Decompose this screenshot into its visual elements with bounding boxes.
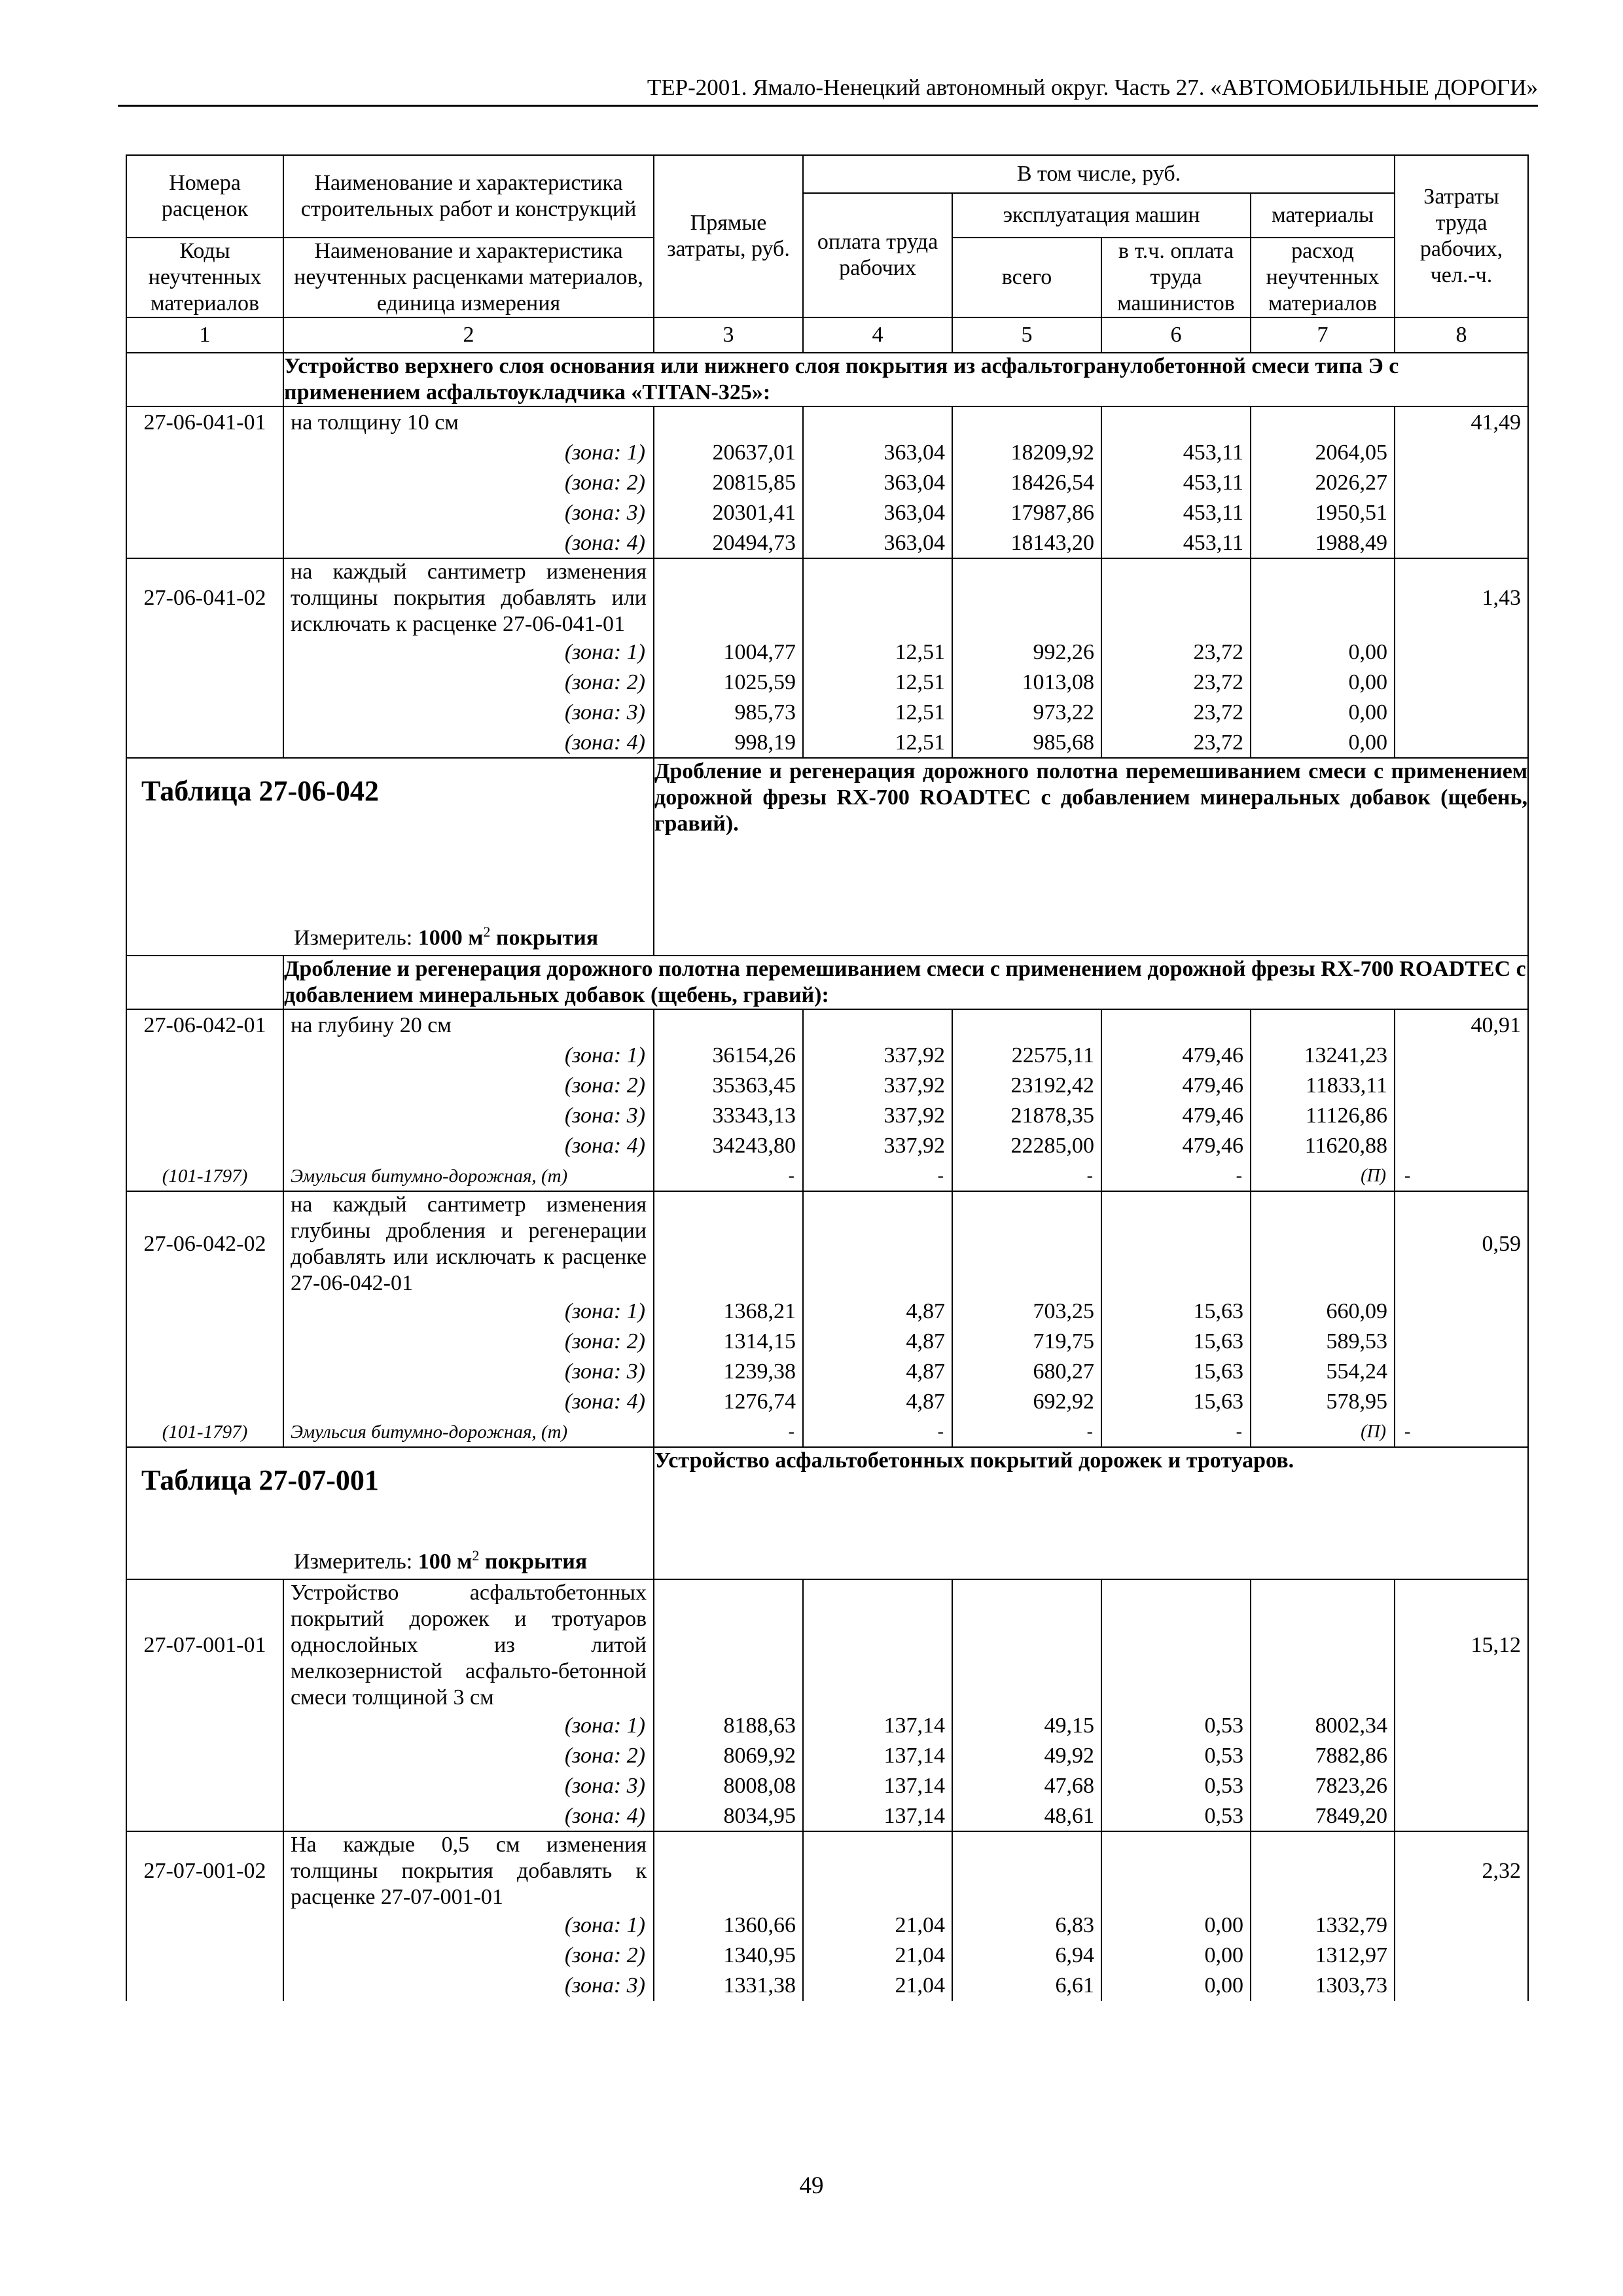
machines-total: 1013,08	[952, 668, 1101, 698]
material-dash: -	[654, 1161, 803, 1191]
rate-code: 27-06-041-01	[126, 406, 283, 438]
operators-pay: 23,72	[1101, 698, 1251, 728]
operators-pay: 15,63	[1101, 1357, 1251, 1387]
column-number: 8	[1395, 317, 1528, 353]
empty-cell	[126, 1297, 283, 1327]
machines-total: 6,61	[952, 1971, 1101, 2001]
header-labor-pay: оплата труда рабочих	[803, 193, 952, 317]
table-number: Таблица 27-06-042	[141, 775, 379, 807]
empty-cell	[126, 528, 283, 558]
labor-pay: 21,04	[803, 1971, 952, 2001]
materials-cost: 660,09	[1251, 1297, 1395, 1327]
measure-suffix: покрытия	[479, 1549, 588, 1573]
material-dash: -	[654, 1417, 803, 1447]
machines-total: 680,27	[952, 1357, 1101, 1387]
zone-label: (зона: 2)	[283, 1327, 654, 1357]
zone-row	[126, 728, 1528, 758]
direct-costs: 20301,41	[654, 498, 803, 528]
machines-total: 48,61	[952, 1801, 1101, 1831]
materials-cost: 1312,97	[1251, 1941, 1395, 1971]
zone-label: (зона: 3)	[283, 1771, 654, 1801]
empty-cell	[1395, 1101, 1528, 1131]
zone-row	[126, 1297, 1528, 1327]
rate-name: Устройство асфальтобетонных покрытий дорожек и тротуаров однослойных из литой мелкозернистой асфальто-бетонной смеси толщиной 3 см	[283, 1579, 654, 1711]
materials-cost: 8002,34	[1251, 1711, 1395, 1741]
labor-hours: 2,32	[1395, 1831, 1528, 1910]
empty-cell	[126, 1041, 283, 1071]
empty-cell	[126, 1131, 283, 1161]
materials-cost: 2064,05	[1251, 438, 1395, 468]
rate-code: 27-06-042-02	[126, 1191, 283, 1297]
machines-total: 6,94	[952, 1941, 1101, 1971]
empty-cell	[1395, 1357, 1528, 1387]
labor-pay: 137,14	[803, 1771, 952, 1801]
empty-cell	[1395, 528, 1528, 558]
page-number: 49	[799, 2172, 824, 2199]
machines-total: 17987,86	[952, 498, 1101, 528]
empty-cell	[1395, 468, 1528, 498]
labor-hours: 15,12	[1395, 1579, 1528, 1711]
materials-cost: 0,00	[1251, 698, 1395, 728]
direct-costs: 998,19	[654, 728, 803, 758]
zone-label: (зона: 1)	[283, 637, 654, 668]
direct-costs: 1004,77	[654, 637, 803, 668]
labor-pay: 21,04	[803, 1910, 952, 1941]
operators-pay: 0,53	[1101, 1711, 1251, 1741]
empty-cell	[126, 1357, 283, 1387]
material-row	[126, 1161, 1528, 1191]
measure-value: 100 м	[418, 1549, 473, 1573]
table-title-block	[126, 1447, 1528, 1579]
zone-row	[126, 1971, 1528, 2001]
materials-cost: 7849,20	[1251, 1801, 1395, 1831]
machines-total: 18209,92	[952, 438, 1101, 468]
measure-sup: 2	[472, 1547, 480, 1564]
zone-label: (зона: 3)	[283, 1101, 654, 1131]
labor-pay: 4,87	[803, 1357, 952, 1387]
material-name: Эмульсия битумно-дорожная, (т)	[283, 1417, 654, 1447]
material-mark: (П)	[1251, 1417, 1395, 1447]
labor-pay: 137,14	[803, 1801, 952, 1831]
empty-cell	[126, 1711, 283, 1741]
header-col1-top: Номера расценок	[126, 155, 283, 238]
header-materials: материалы	[1251, 193, 1395, 238]
direct-costs: 36154,26	[654, 1041, 803, 1071]
operators-pay: 0,00	[1101, 1910, 1251, 1941]
empty-cell	[126, 1387, 283, 1417]
direct-costs: 1239,38	[654, 1357, 803, 1387]
material-dash: -	[952, 1161, 1101, 1191]
empty-cell	[1395, 1387, 1528, 1417]
rates-table	[126, 154, 1529, 2001]
header-operators-pay: в т.ч. оплата труда машинистов	[1101, 238, 1251, 317]
header-including: В том числе, руб.	[803, 155, 1395, 193]
machines-total: 6,83	[952, 1910, 1101, 1941]
operators-pay: 23,72	[1101, 728, 1251, 758]
zone-row	[126, 1131, 1528, 1161]
material-dash: -	[952, 1417, 1101, 1447]
material-mark: (П)	[1251, 1161, 1395, 1191]
header-labor-hours: Затраты труда рабочих, чел.-ч.	[1395, 155, 1528, 317]
zone-row	[126, 438, 1528, 468]
zone-row	[126, 498, 1528, 528]
materials-cost: 0,00	[1251, 637, 1395, 668]
materials-cost: 7823,26	[1251, 1771, 1395, 1801]
labor-hours: 40,91	[1395, 1009, 1528, 1041]
empty-cell	[1395, 1071, 1528, 1101]
direct-costs: 8069,92	[654, 1741, 803, 1771]
zone-row	[126, 468, 1528, 498]
empty-cell	[1395, 637, 1528, 668]
direct-costs: 1368,21	[654, 1297, 803, 1327]
empty-cell	[1395, 1910, 1528, 1941]
labor-pay: 337,92	[803, 1071, 952, 1101]
operators-pay: 15,63	[1101, 1327, 1251, 1357]
section-description: Устройство верхнего слоя основания или нижнего слоя покрытия из асфальтогранулобетонной смеси типа Э с применением асфальтоукладчика «TITAN-325»:	[283, 353, 1528, 406]
empty-cell	[1395, 498, 1528, 528]
table-title: Дробление и регенерация дорожного полотна перемешиванием смеси с применением дорожной фрезы RX-700 ROADTEC с добавлением минеральных добавок (щебень, гравий).	[654, 758, 1528, 956]
machines-total: 21878,35	[952, 1101, 1101, 1131]
machines-total: 22285,00	[952, 1131, 1101, 1161]
operators-pay: 453,11	[1101, 528, 1251, 558]
zone-row	[126, 1771, 1528, 1801]
operators-pay: 453,11	[1101, 438, 1251, 468]
zone-label: (зона: 4)	[283, 1131, 654, 1161]
zone-row	[126, 1711, 1528, 1741]
zone-row	[126, 668, 1528, 698]
labor-pay: 21,04	[803, 1941, 952, 1971]
materials-cost: 11126,86	[1251, 1101, 1395, 1131]
machines-total: 18143,20	[952, 528, 1101, 558]
material-row	[126, 1417, 1528, 1447]
zone-label: (зона: 1)	[283, 438, 654, 468]
operators-pay: 479,46	[1101, 1101, 1251, 1131]
header-machines: эксплуатация машин	[952, 193, 1251, 238]
table-number: Таблица 27-07-001	[141, 1464, 379, 1496]
labor-pay: 12,51	[803, 668, 952, 698]
operators-pay: 0,53	[1101, 1771, 1251, 1801]
material-dash: -	[803, 1417, 952, 1447]
material-dash: -	[1101, 1161, 1251, 1191]
zone-row	[126, 1327, 1528, 1357]
rate-code: 27-07-001-01	[126, 1579, 283, 1711]
empty-cell	[1395, 1711, 1528, 1741]
header-direct-costs: Прямые затраты, руб.	[654, 155, 803, 317]
machines-total: 692,92	[952, 1387, 1101, 1417]
materials-cost: 0,00	[1251, 668, 1395, 698]
empty-cell	[126, 668, 283, 698]
direct-costs: 8188,63	[654, 1711, 803, 1741]
header-materials-consumption: расход неучтенных материалов	[1251, 238, 1395, 317]
empty-cell	[126, 1071, 283, 1101]
empty-cell	[126, 468, 283, 498]
zone-label: (зона: 2)	[283, 1741, 654, 1771]
zone-label: (зона: 3)	[283, 1357, 654, 1387]
empty-cell	[126, 1327, 283, 1357]
operators-pay: 15,63	[1101, 1297, 1251, 1327]
materials-cost: 11833,11	[1251, 1071, 1395, 1101]
rate-name: на каждый сантиметр изменения толщины покрытия добавлять или исключать к расценке 27-06-041-01	[283, 558, 654, 637]
zone-row	[126, 1741, 1528, 1771]
labor-pay: 4,87	[803, 1327, 952, 1357]
zone-row	[126, 1801, 1528, 1831]
direct-costs: 1025,59	[654, 668, 803, 698]
operators-pay: 0,00	[1101, 1941, 1251, 1971]
materials-cost: 2026,27	[1251, 468, 1395, 498]
materials-cost: 1303,73	[1251, 1971, 1395, 2001]
operators-pay: 0,53	[1101, 1741, 1251, 1771]
material-code: (101-1797)	[126, 1417, 283, 1447]
labor-pay: 337,92	[803, 1041, 952, 1071]
section-description: Дробление и регенерация дорожного полотна перемешиванием смеси с применением дорожной фрезы RX-700 ROADTEC с добавлением минеральных добавок (щебень, гравий):	[283, 956, 1528, 1009]
zone-label: (зона: 3)	[283, 698, 654, 728]
empty-cell	[126, 438, 283, 468]
zone-row	[126, 1071, 1528, 1101]
empty-cell	[126, 637, 283, 668]
direct-costs: 1276,74	[654, 1387, 803, 1417]
direct-costs: 1360,66	[654, 1910, 803, 1941]
empty-cell	[126, 1101, 283, 1131]
materials-cost: 7882,86	[1251, 1741, 1395, 1771]
labor-pay: 12,51	[803, 698, 952, 728]
zone-label: (зона: 4)	[283, 1801, 654, 1831]
material-name: Эмульсия битумно-дорожная, (т)	[283, 1161, 654, 1191]
operators-pay: 479,46	[1101, 1071, 1251, 1101]
materials-cost: 0,00	[1251, 728, 1395, 758]
empty-cell	[126, 1801, 283, 1831]
labor-hours: 0,59	[1395, 1191, 1528, 1297]
header-col2-bottom: Наименование и характеристика неучтенных расценками материалов, единица измерения	[283, 238, 654, 317]
measure-value: 1000 м	[418, 925, 484, 950]
direct-costs: 35363,45	[654, 1071, 803, 1101]
zone-row	[126, 1941, 1528, 1971]
machines-total: 985,68	[952, 728, 1101, 758]
empty-cell	[1395, 438, 1528, 468]
labor-pay: 4,87	[803, 1297, 952, 1327]
materials-cost: 589,53	[1251, 1327, 1395, 1357]
machines-total: 47,68	[952, 1771, 1101, 1801]
zone-label: (зона: 2)	[283, 1071, 654, 1101]
labor-hours: 41,49	[1395, 406, 1528, 438]
machines-total: 719,75	[952, 1327, 1101, 1357]
direct-costs: 20494,73	[654, 528, 803, 558]
empty-cell	[1395, 1771, 1528, 1801]
empty-cell	[1395, 728, 1528, 758]
empty-cell	[1395, 1131, 1528, 1161]
column-number: 3	[654, 317, 803, 353]
rate-code: 27-06-041-02	[126, 558, 283, 637]
empty-cell	[126, 1971, 283, 2001]
direct-costs: 1340,95	[654, 1941, 803, 1971]
materials-cost: 1950,51	[1251, 498, 1395, 528]
zone-row	[126, 698, 1528, 728]
machines-total: 22575,11	[952, 1041, 1101, 1071]
operators-pay: 23,72	[1101, 637, 1251, 668]
zone-row	[126, 528, 1528, 558]
measure-unit	[294, 1543, 587, 1575]
zone-label: (зона: 2)	[283, 468, 654, 498]
column-numbers-row	[126, 317, 1528, 353]
material-code: (101-1797)	[126, 1161, 283, 1191]
column-number: 6	[1101, 317, 1251, 353]
empty-cell	[126, 1910, 283, 1941]
operators-pay: 453,11	[1101, 498, 1251, 528]
labor-pay: 4,87	[803, 1387, 952, 1417]
operators-pay: 23,72	[1101, 668, 1251, 698]
zone-label: (зона: 1)	[283, 1910, 654, 1941]
measure-unit	[294, 919, 598, 951]
machines-total: 23192,42	[952, 1071, 1101, 1101]
material-dash: -	[1395, 1161, 1528, 1191]
machines-total: 973,22	[952, 698, 1101, 728]
direct-costs: 8034,95	[654, 1801, 803, 1831]
materials-cost: 1332,79	[1251, 1910, 1395, 1941]
empty-cell	[126, 728, 283, 758]
empty-cell	[126, 498, 283, 528]
rate-name: На каждые 0,5 см изменения толщины покрытия добавлять к расценке 27-07-001-01	[283, 1831, 654, 1910]
labor-pay: 363,04	[803, 438, 952, 468]
operators-pay: 453,11	[1101, 468, 1251, 498]
empty-cell	[1395, 1801, 1528, 1831]
materials-cost: 13241,23	[1251, 1041, 1395, 1071]
direct-costs: 20815,85	[654, 468, 803, 498]
labor-pay: 337,92	[803, 1131, 952, 1161]
rate-name: на глубину 20 см	[283, 1009, 654, 1041]
materials-cost: 1988,49	[1251, 528, 1395, 558]
operators-pay: 15,63	[1101, 1387, 1251, 1417]
empty-cell	[126, 1741, 283, 1771]
labor-pay: 12,51	[803, 637, 952, 668]
empty-cell	[126, 1941, 283, 1971]
machines-total: 18426,54	[952, 468, 1101, 498]
material-dash: -	[1101, 1417, 1251, 1447]
zone-row	[126, 1387, 1528, 1417]
measure-label: Измеритель:	[294, 925, 413, 950]
operators-pay: 479,46	[1101, 1131, 1251, 1161]
measure-label: Измеритель:	[294, 1549, 413, 1573]
zone-row	[126, 1357, 1528, 1387]
zone-label: (зона: 1)	[283, 1041, 654, 1071]
empty-cell	[1395, 698, 1528, 728]
empty-cell	[1395, 668, 1528, 698]
rate-code: 27-07-001-02	[126, 1831, 283, 1910]
material-dash: -	[803, 1161, 952, 1191]
zone-row	[126, 1910, 1528, 1941]
measure-suffix: покрытия	[490, 925, 599, 950]
operators-pay: 0,00	[1101, 1971, 1251, 2001]
labor-pay: 137,14	[803, 1741, 952, 1771]
materials-cost: 578,95	[1251, 1387, 1395, 1417]
operators-pay: 479,46	[1101, 1041, 1251, 1071]
rate-code: 27-06-042-01	[126, 1009, 283, 1041]
rate-name: на каждый сантиметр изменения глубины дробления и регенерации добавлять или исключать к расценке 27-06-042-01	[283, 1191, 654, 1297]
header-col1-bottom: Коды неучтенных материалов	[126, 238, 283, 317]
zone-label: (зона: 2)	[283, 1941, 654, 1971]
empty-cell	[1395, 1041, 1528, 1071]
zone-label: (зона: 4)	[283, 528, 654, 558]
zone-label: (зона: 4)	[283, 1387, 654, 1417]
empty-cell	[1395, 1741, 1528, 1771]
direct-costs: 34243,80	[654, 1131, 803, 1161]
table-title: Устройство асфальтобетонных покрытий дорожек и тротуаров.	[654, 1447, 1528, 1579]
column-number: 7	[1251, 317, 1395, 353]
material-dash: -	[1395, 1417, 1528, 1447]
zone-label: (зона: 3)	[283, 1971, 654, 2001]
header-machines-total: всего	[952, 238, 1101, 317]
column-number: 1	[126, 317, 283, 353]
materials-cost: 11620,88	[1251, 1131, 1395, 1161]
zone-row	[126, 1041, 1528, 1071]
machines-total: 49,15	[952, 1711, 1101, 1741]
labor-pay: 363,04	[803, 528, 952, 558]
machines-total: 703,25	[952, 1297, 1101, 1327]
empty-cell	[1395, 1941, 1528, 1971]
zone-label: (зона: 3)	[283, 498, 654, 528]
empty-cell	[126, 698, 283, 728]
empty-cell	[1395, 1971, 1528, 2001]
labor-pay: 12,51	[803, 728, 952, 758]
zone-label: (зона: 2)	[283, 668, 654, 698]
column-number: 5	[952, 317, 1101, 353]
column-number: 4	[803, 317, 952, 353]
machines-total: 992,26	[952, 637, 1101, 668]
header-col2-top: Наименование и характеристика строительных работ и конструкций	[283, 155, 654, 238]
empty-cell	[1395, 1297, 1528, 1327]
machines-total: 49,92	[952, 1741, 1101, 1771]
direct-costs: 20637,01	[654, 438, 803, 468]
labor-pay: 337,92	[803, 1101, 952, 1131]
labor-pay: 363,04	[803, 468, 952, 498]
zone-label: (зона: 1)	[283, 1711, 654, 1741]
zone-label: (зона: 4)	[283, 728, 654, 758]
direct-costs: 985,73	[654, 698, 803, 728]
materials-cost: 554,24	[1251, 1357, 1395, 1387]
rate-name: на толщину 10 см	[283, 406, 654, 438]
zone-label: (зона: 1)	[283, 1297, 654, 1327]
direct-costs: 33343,13	[654, 1101, 803, 1131]
table-title-block	[126, 758, 1528, 956]
measure-sup: 2	[483, 923, 491, 940]
empty-cell	[126, 1771, 283, 1801]
empty-cell	[1395, 1327, 1528, 1357]
direct-costs: 1331,38	[654, 1971, 803, 2001]
operators-pay: 0,53	[1101, 1801, 1251, 1831]
zone-row	[126, 1101, 1528, 1131]
running-header: ТЕР-2001. Ямало-Ненецкий автономный округ. Часть 27. «АВТОМОБИЛЬНЫЕ ДОРОГИ»	[118, 71, 1538, 107]
direct-costs: 8008,08	[654, 1771, 803, 1801]
labor-pay: 137,14	[803, 1711, 952, 1741]
labor-hours: 1,43	[1395, 558, 1528, 637]
zone-row	[126, 637, 1528, 668]
column-number: 2	[283, 317, 654, 353]
direct-costs: 1314,15	[654, 1327, 803, 1357]
labor-pay: 363,04	[803, 498, 952, 528]
